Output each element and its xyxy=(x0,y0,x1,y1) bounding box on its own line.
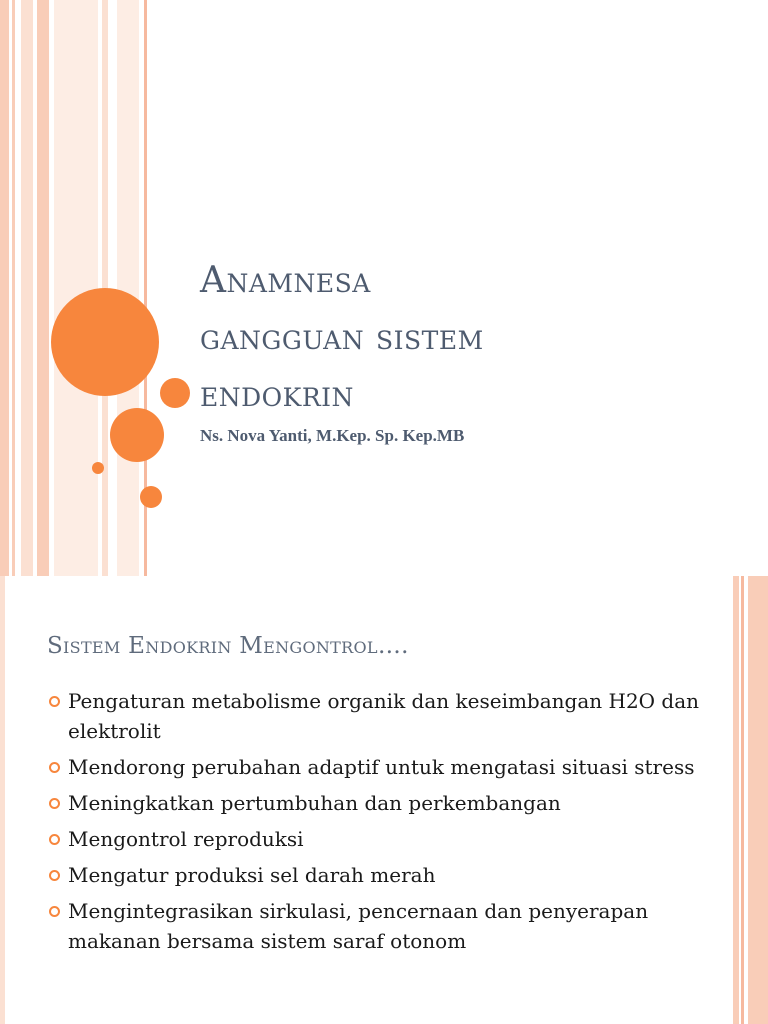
decorative-stripe xyxy=(733,576,739,1024)
decorative-stripe xyxy=(37,0,49,576)
bullet-circle-icon xyxy=(49,906,60,917)
decorative-circle-medium xyxy=(110,408,164,462)
slide-title xyxy=(200,252,760,423)
bullet-circle-icon xyxy=(49,834,60,845)
list-item xyxy=(47,896,717,956)
title-line-2: gangguan sistem xyxy=(200,317,484,358)
bullet-text: Mengontrol reproduksi xyxy=(68,827,304,851)
decorative-stripe xyxy=(741,576,744,1024)
decorative-stripe xyxy=(117,0,139,576)
content-slide-title: Sistem Endokrin Mengontrol…. xyxy=(47,633,409,659)
list-item xyxy=(47,824,717,854)
bullet-text: Mengintegrasikan sirkulasi, pencernaan dan penyerapan makanan bersama sistem saraf otonom xyxy=(68,899,649,953)
bullet-text: Pengaturan metabolisme organik dan keseimbangan H2O dan elektrolit xyxy=(68,689,700,743)
title-line-3: endokrin xyxy=(200,374,354,415)
list-item xyxy=(47,686,717,746)
decorative-stripe xyxy=(0,0,9,576)
decorative-stripe xyxy=(21,0,33,576)
bullet-circle-icon xyxy=(49,798,60,809)
bullet-text: Mengatur produksi sel darah merah xyxy=(68,863,436,887)
bullet-list xyxy=(47,686,717,962)
decorative-circle-large xyxy=(51,288,159,396)
decorative-circle-small xyxy=(140,486,162,508)
title-line-1: Anamnesa xyxy=(200,260,371,301)
bullet-text: Meningkatkan pertumbuhan dan perkembangan xyxy=(68,791,561,815)
list-item xyxy=(47,788,717,818)
bullet-circle-icon xyxy=(49,696,60,707)
bullet-text: Mendorong perubahan adaptif untuk mengatasi situasi stress xyxy=(68,755,695,779)
decorative-stripe xyxy=(748,576,768,1024)
list-item xyxy=(47,860,717,890)
decorative-stripe xyxy=(12,0,15,576)
bullet-circle-icon xyxy=(49,762,60,773)
decorative-stripe xyxy=(0,576,5,1024)
bullet-circle-icon xyxy=(49,870,60,881)
decorative-stripe xyxy=(54,0,98,576)
slide-subtitle-author: Ns. Nova Yanti, M.Kep. Sp. Kep.MB xyxy=(200,426,465,445)
list-item xyxy=(47,752,717,782)
title-block xyxy=(200,252,760,447)
content-slide xyxy=(0,576,768,1024)
decorative-circle-small xyxy=(160,378,190,408)
decorative-circle-tiny xyxy=(92,462,104,474)
